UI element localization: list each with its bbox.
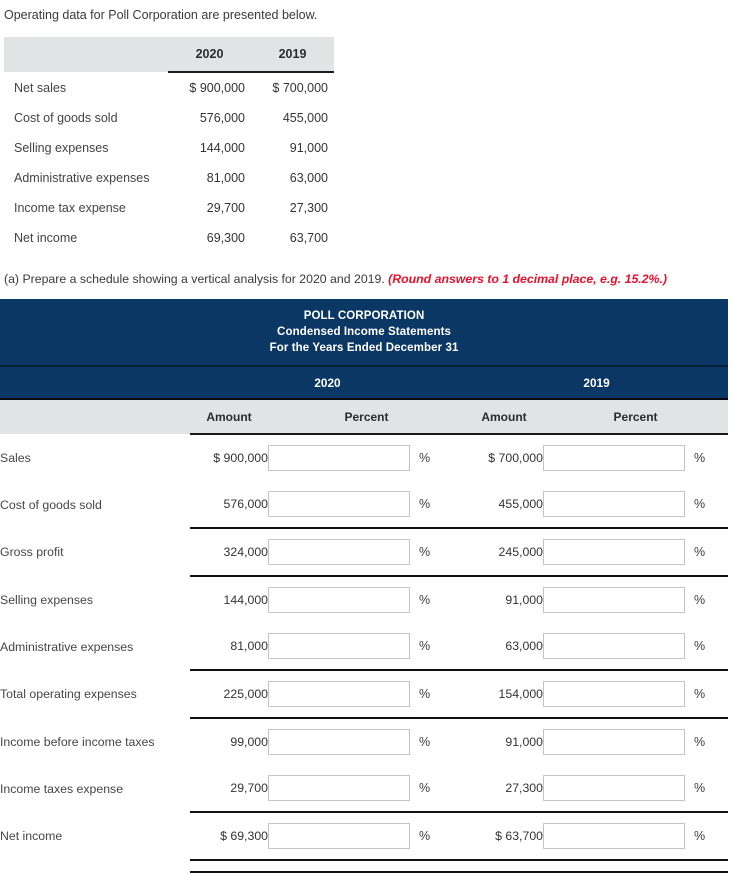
row-label-selling-expenses: Selling expenses: [0, 592, 93, 607]
percent-sign: %: [419, 545, 431, 559]
table-row: [4, 163, 334, 193]
row-label-sales: Sales: [0, 450, 31, 465]
table-row: [0, 528, 728, 576]
given-row-label: Selling expenses: [14, 141, 109, 155]
row-percent-2019-cell: [543, 812, 728, 860]
given-row-2020: 144,000: [199, 141, 245, 155]
percent-input-2020[interactable]: [268, 491, 410, 517]
row-amount-2019: $ 700,000: [488, 451, 543, 465]
vertical-analysis-table: [0, 299, 728, 873]
percent-input-2020[interactable]: [268, 633, 410, 659]
percent-sign: %: [419, 781, 431, 795]
row-percent-2019-cell: [543, 481, 728, 528]
percent-sign: %: [694, 735, 706, 749]
statement-title-block: [0, 299, 728, 366]
percent-sign: %: [419, 735, 431, 749]
given-header-2019: 2019: [251, 37, 334, 72]
row-amount-2020: 576,000: [223, 497, 268, 511]
row-label-net-income: Net income: [0, 829, 63, 843]
prompt-rounding-hint: (Round answers to 1 decimal place, e.g. 15.2%.): [388, 272, 667, 286]
table-row: [0, 812, 728, 860]
percent-input-2020[interactable]: [268, 775, 410, 801]
given-header-blank: [4, 37, 168, 72]
percent-input-2019[interactable]: [543, 681, 685, 707]
given-row-label: Administrative expenses: [14, 171, 150, 185]
row-amount-2019: 63,000: [505, 639, 543, 653]
percent-sign: %: [694, 545, 706, 559]
row-percent-2019-cell: [543, 765, 728, 812]
row-percent-2020-cell: [268, 576, 465, 623]
row-amount-2019: $ 63,700: [465, 812, 543, 860]
row-amount-2020: $ 69,300: [190, 812, 268, 860]
given-header-row: [4, 37, 334, 72]
percent-input-2020[interactable]: [268, 823, 410, 849]
row-percent-2020-cell: [268, 528, 465, 576]
row-amount-2020: 81,000: [230, 639, 268, 653]
percent-sign: %: [694, 687, 706, 701]
percent-input-2020[interactable]: [268, 587, 410, 613]
given-row-2020: 81,000: [206, 171, 245, 185]
row-amount-2019: 245,000: [465, 528, 543, 576]
given-row-2019: 63,700: [289, 231, 328, 245]
given-row-2020: 576,000: [199, 111, 245, 125]
table-row: [4, 223, 334, 253]
statement-head: [0, 299, 728, 434]
percent-sign: %: [419, 593, 431, 607]
percent-input-2019[interactable]: [543, 445, 685, 471]
statement-body: [0, 434, 728, 872]
table-row: [4, 103, 334, 133]
row-percent-2019-cell: [543, 623, 728, 670]
statement-company-name: POLL CORPORATION: [303, 310, 425, 322]
row-percent-2020-cell: [268, 812, 465, 860]
closing-rule-amount-2020: [190, 860, 268, 872]
percent-input-2019[interactable]: [543, 633, 685, 659]
percent-sign: %: [694, 639, 706, 653]
row-percent-2020-cell: [268, 765, 465, 812]
row-amount-2019: 91,000: [465, 576, 543, 623]
given-row-label: Cost of goods sold: [14, 111, 118, 125]
table-row: [4, 72, 334, 103]
row-percent-2019-cell: [543, 670, 728, 718]
percent-sign: %: [694, 451, 706, 465]
statement-title-row: [0, 299, 728, 366]
percent-input-2020[interactable]: [268, 445, 410, 471]
percent-sign: %: [419, 687, 431, 701]
percent-sign: %: [694, 497, 706, 511]
given-data-table: [4, 37, 334, 253]
row-percent-2019-cell: [543, 718, 728, 765]
row-percent-2019-cell: [543, 576, 728, 623]
given-table-body: [4, 72, 334, 253]
percent-sign: %: [419, 451, 431, 465]
statement-period: For the Years Ended December 31: [269, 342, 459, 354]
year-row-blank: [0, 366, 190, 399]
percent-input-2019[interactable]: [543, 539, 685, 565]
row-amount-2019: 91,000: [465, 718, 543, 765]
percent-input-2019[interactable]: [543, 587, 685, 613]
given-row-2020: 69,300: [206, 231, 245, 245]
given-row-2019: 91,000: [289, 141, 328, 155]
row-label-total-operating-expenses: Total operating expenses: [0, 687, 137, 701]
table-row: [0, 765, 728, 812]
statement-year-row: [0, 366, 728, 399]
prompt-text: (a) Prepare a schedule showing a vertical analysis for 2020 and 2019.: [4, 272, 389, 286]
year-header-2020: 2020: [190, 366, 465, 399]
row-percent-2020-cell: [268, 718, 465, 765]
percent-input-2019[interactable]: [543, 823, 685, 849]
percent-input-2020[interactable]: [268, 539, 410, 565]
table-row: [4, 133, 334, 163]
row-label-cost-of-goods-sold: Cost of goods sold: [0, 497, 102, 512]
statement-subtitle: Condensed Income Statements: [277, 326, 452, 338]
given-row-2019: 27,300: [289, 201, 328, 215]
percent-input-2019[interactable]: [543, 491, 685, 517]
given-table-head: [4, 37, 334, 72]
row-percent-2020-cell: [268, 481, 465, 528]
closing-rule-percent-2020: [268, 860, 465, 872]
closing-rule-percent-2019: [543, 860, 728, 872]
table-row: [0, 481, 728, 528]
given-row-label: Net income: [14, 231, 78, 245]
table-row: [0, 718, 728, 765]
vertical-analysis-section: [0, 299, 728, 873]
given-header-2020: 2020: [168, 37, 251, 72]
row-label-administrative-expenses: Administrative expenses: [0, 639, 134, 654]
row-percent-2020-cell: [268, 670, 465, 718]
closing-rule-amount-2019: [465, 860, 543, 872]
table-row: [0, 576, 728, 623]
percent-sign: %: [419, 829, 431, 843]
column-header-percent-2019: Percent: [543, 399, 728, 434]
given-row-2020: 29,700: [206, 201, 245, 215]
row-amount-2019: 455,000: [498, 497, 543, 511]
row-percent-2020-cell: [268, 434, 465, 481]
row-amount-2020: $ 900,000: [213, 451, 268, 465]
row-amount-2020: 324,000: [190, 528, 268, 576]
percent-input-2020[interactable]: [268, 729, 410, 755]
table-row: [0, 623, 728, 670]
given-row-2019: 455,000: [282, 111, 328, 125]
given-row-2019: $ 700,000: [272, 81, 328, 95]
percent-sign: %: [419, 639, 431, 653]
row-label-gross-profit: Gross profit: [0, 545, 64, 559]
table-row: [0, 434, 728, 481]
row-label-income-before-income-taxes: Income before income taxes: [0, 734, 155, 749]
percent-sign: %: [419, 497, 431, 511]
percent-input-2019[interactable]: [543, 729, 685, 755]
year-header-2019: 2019: [465, 366, 728, 399]
row-percent-2020-cell: [268, 623, 465, 670]
row-percent-2019-cell: [543, 528, 728, 576]
row-percent-2019-cell: [543, 434, 728, 481]
intro-text: Operating data for Poll Corporation are presented below.: [4, 8, 318, 22]
row-amount-2020: 29,700: [230, 781, 268, 795]
part-a-prompt: [0, 271, 746, 287]
percent-input-2019[interactable]: [543, 775, 685, 801]
row-amount-2019: 27,300: [505, 781, 543, 795]
table-row: [4, 193, 334, 223]
row-amount-2020: 144,000: [190, 576, 268, 623]
given-row-label: Income tax expense: [14, 201, 126, 215]
percent-sign: %: [694, 593, 706, 607]
given-row-label: Net sales: [14, 80, 67, 95]
column-header-blank: [0, 399, 190, 434]
closing-double-rule-row: [0, 860, 728, 872]
given-row-2020: $ 900,000: [189, 81, 245, 95]
column-header-amount-2019: Amount: [465, 399, 543, 434]
given-row-2019: 63,000: [289, 171, 328, 185]
table-row: [0, 670, 728, 718]
statement-column-header-row: [0, 399, 728, 434]
row-amount-2020: 99,000: [190, 718, 268, 765]
row-amount-2020: 225,000: [190, 670, 268, 718]
row-amount-2019: 154,000: [465, 670, 543, 718]
row-label-income-taxes-expense: Income taxes expense: [0, 781, 124, 796]
closing-blank: [0, 860, 190, 872]
percent-input-2020[interactable]: [268, 681, 410, 707]
column-header-percent-2020: Percent: [268, 399, 465, 434]
percent-sign: %: [694, 781, 706, 795]
column-header-amount-2020: Amount: [190, 399, 268, 434]
percent-sign: %: [694, 829, 706, 843]
